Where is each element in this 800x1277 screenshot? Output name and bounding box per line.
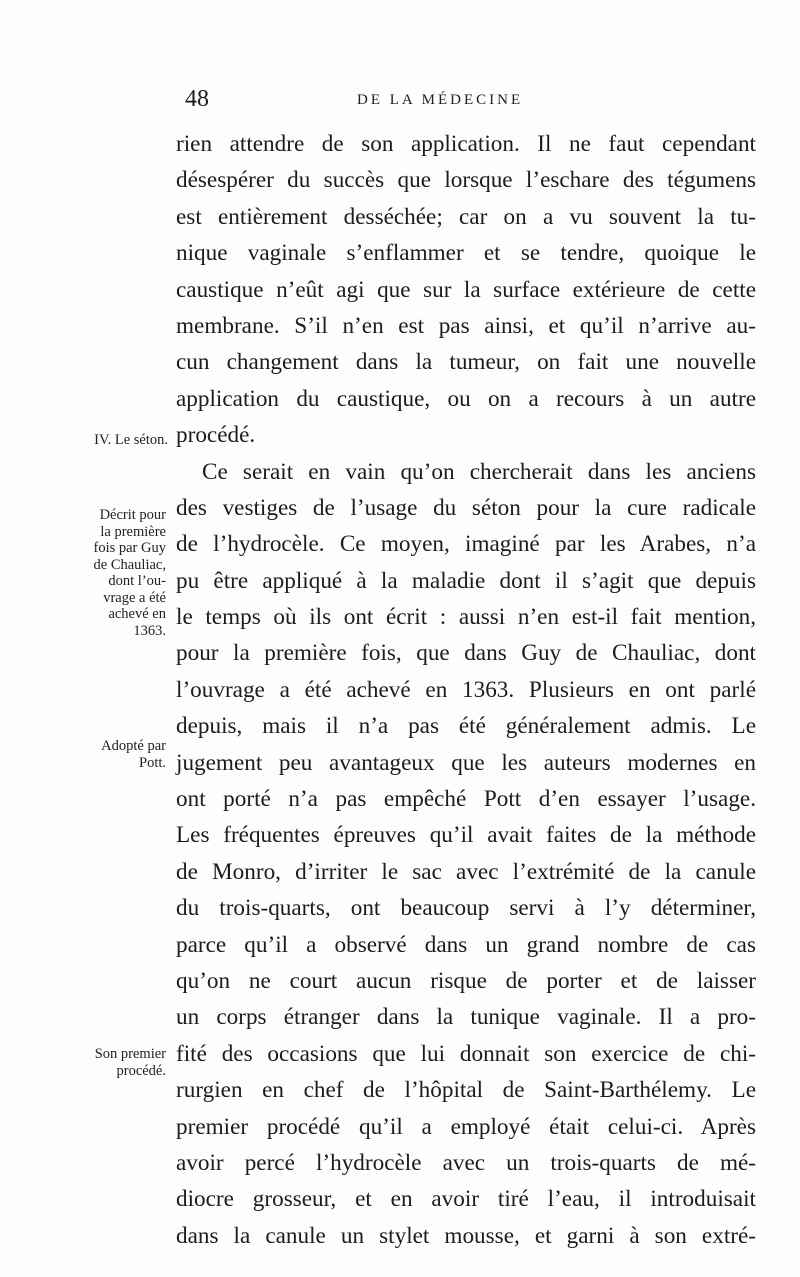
text-line: de Monro, d’irriter le sac avec l’extrémité de la canule: [176, 858, 756, 885]
margin-note-line: Adopté par: [101, 738, 166, 754]
text-line: Les fréquentes épreuves qu’il avait faites de la méthode: [176, 822, 756, 849]
text-line: pour la première fois, que dans Guy de Chauliac, dont: [176, 640, 756, 667]
margin-note-line: Décrit pour: [99, 507, 166, 523]
margin-note-line: de Chauliac,: [93, 556, 166, 573]
text-line: nique vaginale s’enflammer et se tendre, quoique le: [176, 240, 756, 267]
margin-note-line: procédé.: [116, 1062, 166, 1079]
text-line: pu être appliqué à la maladie dont il s’agit que depuis: [176, 567, 756, 594]
text-line: est entièrement desséchée; car on a vu souvent la tu-: [176, 203, 756, 230]
text-line: caustique n’eût agi que sur la surface extérieure de cette: [176, 276, 756, 303]
text-line: diocre grosseur, et en avoir tiré l’eau, il introduisait: [176, 1186, 756, 1213]
text-line: procédé.: [176, 422, 256, 449]
margin-note-procede: [40, 1046, 166, 1079]
margin-note-line: la première: [100, 523, 166, 540]
text-line: depuis, mais il n’a pas été généralement admis. Le: [176, 713, 756, 740]
text-line: avoir percé l’hydrocèle avec un trois-quarts de mé-: [176, 1149, 756, 1176]
text-line: l’ouvrage a été achevé en 1363. Plusieurs en ont parlé: [176, 676, 756, 703]
page-number: 48: [185, 86, 209, 112]
margin-note-line: dont l’ou-: [108, 573, 166, 589]
text-line: premier procédé qu’il a employé était celui-ci. Après: [176, 1113, 756, 1140]
margin-note-line: fois par Guy: [93, 540, 166, 556]
body-text: [176, 126, 756, 1254]
margin-note-line: vrage a été: [103, 589, 166, 606]
text-line: un corps étranger dans la tunique vaginale. Il a pro-: [176, 1004, 756, 1031]
margin-note-line: Son premier: [94, 1046, 166, 1062]
margin-note-line: achevé en: [108, 606, 166, 622]
running-title: DE LA MÉDECINE: [357, 92, 524, 108]
text-line: membrane. S’il n’en est pas ainsi, et qu’il n’arrive au-: [176, 312, 756, 339]
text-line: du trois-quarts, ont beaucoup servi à l’y déterminer,: [176, 895, 756, 922]
margin-note-line: IV. Le séton.: [94, 432, 168, 448]
text-line: dans la canule un stylet mousse, et garni à son extré-: [176, 1222, 756, 1249]
text-line: fité des occasions que lui donnait son exercice de chi-: [176, 1040, 756, 1067]
margin-note-pott: [40, 738, 166, 771]
text-line: jugement peu avantageux que les auteurs modernes en: [176, 749, 756, 776]
text-line: rurgien en chef de l’hôpital de Saint-Barthélemy. Le: [176, 1077, 756, 1104]
text-line: désespérer du succès que lorsque l’eschare des tégumens: [176, 167, 756, 194]
text-line: parce qu’il a observé dans un grand nombre de cas: [176, 931, 756, 958]
text-line: des vestiges de l’usage du séton pour la cure radicale: [176, 494, 756, 521]
running-head: [185, 86, 755, 118]
text-line: le temps où ils ont écrit : aussi n’en est-il fait mention,: [176, 604, 756, 631]
text-line: ont porté n’a pas empêché Pott d’en essayer l’usage.: [176, 786, 756, 813]
margin-note-seton: [42, 432, 168, 449]
text-line: cun changement dans la tumeur, on fait une nouvelle: [176, 349, 756, 376]
text-line: de l’hydrocèle. Ce moyen, imaginé par les Arabes, n’a: [176, 531, 756, 558]
margin-note-line: Pott.: [139, 754, 166, 771]
text-line: rien attendre de son application. Il ne faut cependant: [176, 131, 756, 157]
margin-note-line: 1363.: [133, 622, 166, 639]
margin-note-chauliac: [40, 507, 166, 639]
text-line: application du caustique, ou on a recours à un autre: [176, 385, 756, 412]
text-line: qu’on ne court aucun risque de porter et de laisser: [176, 967, 756, 994]
text-line: Ce serait en vain qu’on chercherait dans les anciens: [202, 458, 756, 485]
